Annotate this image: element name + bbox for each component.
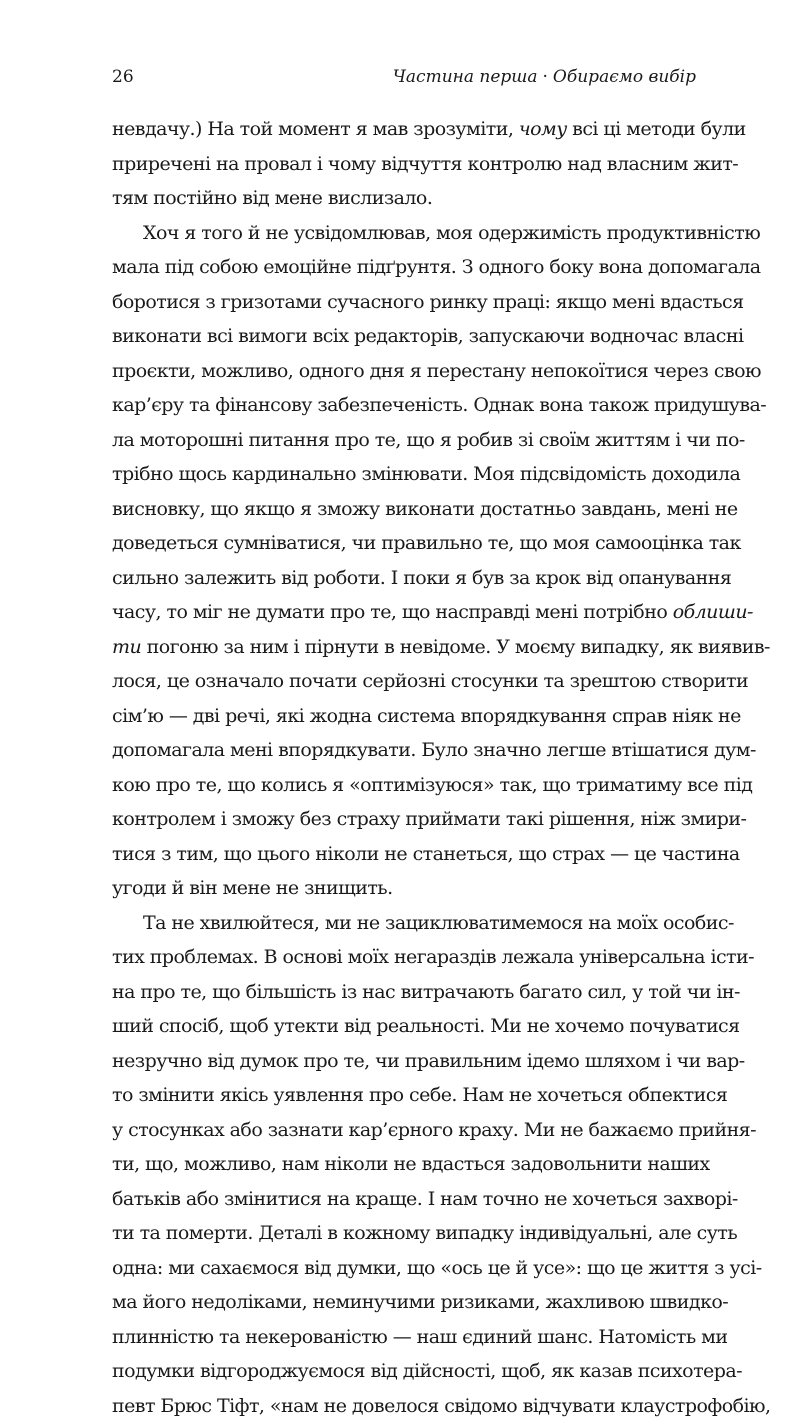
text-segment: ти, що, можливо, нам ніколи не вдасться задовольнити наших: [112, 1153, 710, 1175]
text-line: [112, 664, 696, 699]
text-segment: кою про те, що колись я «оптимізуюся» так, що триматиму все під: [112, 774, 752, 796]
part-title: Частина перша: [393, 67, 538, 87]
text-segment: допомагала мені впорядкувати. Було значно легше втішатися дум-: [112, 739, 756, 761]
text-segment: контролем і зможу без страху приймати такі рішення, ніж змири-: [112, 808, 746, 830]
text-line: [112, 1320, 696, 1355]
text-line: [112, 147, 696, 182]
text-segment: Та не хвилюйтеся, ми не зациклюватимемося на моїх особис-: [143, 912, 734, 934]
text-line: [112, 802, 696, 837]
text-segment: то змінити якісь уявлення про себе. Нам не хочеться обпектися: [112, 1084, 727, 1106]
text-line: [112, 181, 696, 216]
body-text: [112, 112, 696, 1423]
text-segment: проєкти, можливо, одного дня я перестану непокоїтися через свою: [112, 360, 761, 382]
text-line: [112, 595, 696, 630]
text-segment: сильно залежить від роботи. І поки я був за крок від опанування: [112, 567, 731, 589]
text-segment: угоди й він мене не знищить.: [112, 877, 393, 899]
text-segment: незручно від думок про те, чи правильним ідемо шляхом і чи вар-: [112, 1050, 745, 1072]
text-segment: висновку, що якщо я зможу виконати достатньо завдань, мені не: [112, 498, 738, 520]
italic-text: ти: [112, 636, 141, 658]
title-separator: ·: [538, 67, 553, 87]
text-line: [112, 1216, 696, 1251]
running-title: [393, 64, 696, 90]
text-line: [112, 285, 696, 320]
italic-text: чому: [519, 118, 567, 140]
text-segment: на про те, що більшість із нас витрачають багато сил, у той чи ін-: [112, 981, 740, 1003]
text-line: [112, 699, 696, 734]
text-segment: приречені на провал і чому відчуття контролю над власним жит-: [112, 153, 738, 175]
text-segment: ма його недоліками, неминучими ризиками, жахливою швидко-: [112, 1291, 728, 1313]
text-segment: ти та померти. Деталі в кожному випадку індивідуальні, але суть: [112, 1222, 737, 1244]
text-line: [112, 871, 696, 906]
text-segment: кар’єру та фінансову забезпеченість. Однак вона також придушува-: [112, 394, 766, 416]
text-segment: одна: ми сахаємося від думки, що «ось це й усе»: що це життя з усі-: [112, 1257, 762, 1279]
text-line: [112, 526, 696, 561]
text-line: [112, 561, 696, 596]
text-line: [112, 1354, 696, 1389]
text-line: [112, 1147, 696, 1182]
text-line: [112, 1113, 696, 1148]
text-line: [112, 1285, 696, 1320]
text-line: [112, 733, 696, 768]
text-line: [112, 457, 696, 492]
text-line: [112, 1078, 696, 1113]
text-segment: лося, це означало почати серйозні стосунки та зрештою створити: [112, 670, 748, 692]
text-line: [112, 1009, 696, 1044]
text-line: [112, 354, 696, 389]
text-line: [112, 250, 696, 285]
text-segment: тися з тим, що цього ніколи не станеться, що страх — це частина: [112, 843, 740, 865]
text-segment: погоню за ним і пірнути в невідоме. У моєму випадку, як виявив-: [141, 636, 770, 658]
page-number: 26: [112, 64, 134, 90]
text-segment: у стосунках або зазнати кар’єрного краху. Ми не бажаємо прийня-: [112, 1119, 756, 1141]
text-segment: мала під собою емоційне підґрунтя. З одного боку вона допомагала: [112, 256, 761, 278]
chapter-title: Обираємо вибір: [553, 67, 696, 87]
text-line: [112, 768, 696, 803]
text-segment: плинністю та некерованістю — наш єдиний шанс. Натомість ми: [112, 1326, 727, 1348]
text-segment: доведеться сумніватися, чи правильно те, що моя самооцінка так: [112, 532, 741, 554]
italic-text: облиши-: [673, 601, 753, 623]
text-line: [112, 112, 696, 147]
text-line: [112, 975, 696, 1010]
text-line: [112, 1044, 696, 1079]
text-segment: тих проблемах. В основі моїх негараздів лежала універсальна істи-: [112, 946, 754, 968]
text-segment: Хоч я того й не усвідомлював, моя одержимість продуктивністю: [143, 222, 760, 244]
text-segment: трібно щось кардинально змінювати. Моя підсвідомість доходила: [112, 463, 740, 485]
text-line: [112, 1389, 696, 1423]
text-line: [112, 837, 696, 872]
text-segment: ший спосіб, щоб утекти від реальності. Ми не хочемо почуватися: [112, 1015, 740, 1037]
text-segment: невдачу.) На той момент я мав зрозуміти,: [112, 118, 519, 140]
text-line: [112, 388, 696, 423]
text-segment: подумки відгороджуємося від дійсності, щоб, як казав психотера-: [112, 1360, 742, 1382]
text-line: [112, 216, 696, 251]
text-line: [112, 940, 696, 975]
text-line: [112, 423, 696, 458]
text-segment: певт Брюс Тіфт, «нам не довелося свідомо відчувати клаустрофобію,: [112, 1395, 770, 1417]
text-line: [112, 1182, 696, 1217]
text-line: [112, 1251, 696, 1286]
text-line: [112, 630, 696, 665]
text-segment: виконати всі вимоги всіх редакторів, запускаючи водночас власні: [112, 325, 744, 347]
text-segment: ла моторошні питання про те, що я робив зі своїм життям і чи по-: [112, 429, 745, 451]
text-line: [112, 492, 696, 527]
text-segment: боротися з гризотами сучасного ринку праці: якщо мені вдасться: [112, 291, 744, 313]
text-segment: батьків або змінитися на краще. І нам точно не хочеться захворі-: [112, 1188, 738, 1210]
text-line: [112, 906, 696, 941]
text-line: [112, 319, 696, 354]
text-segment: всі ці методи були: [567, 118, 746, 140]
text-segment: сім’ю — дві речі, які жодна система впорядкування справ ніяк не: [112, 705, 741, 727]
text-segment: часу, то міг не думати про те, що насправді мені потрібно: [112, 601, 673, 623]
text-segment: тям постійно від мене вислизало.: [112, 187, 432, 209]
running-head: [112, 64, 696, 90]
